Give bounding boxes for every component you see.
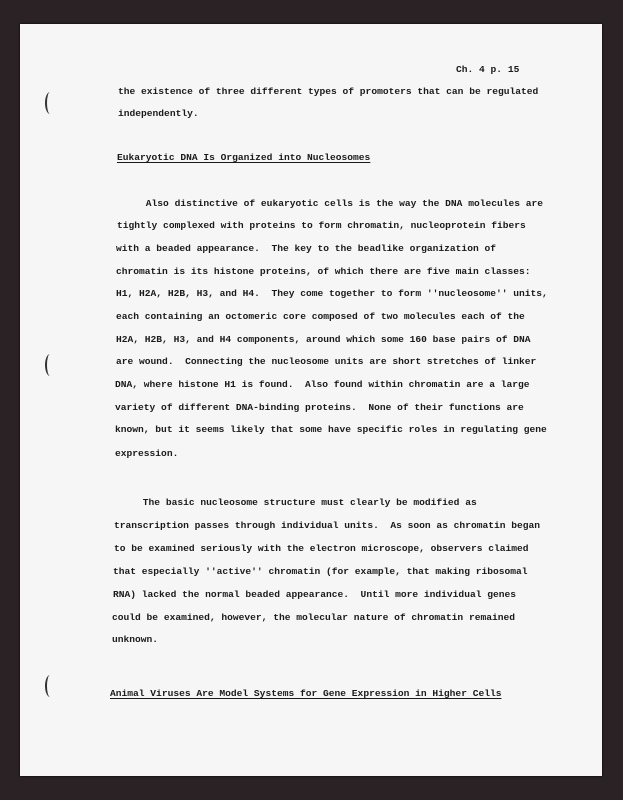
text-line: are wound. Connecting the nucleosome units are short stretches of linker [116,356,537,367]
page-number: Ch. 4 p. 15 [456,64,520,75]
text-line: Also distinctive of eukaryotic cells is the way the DNA molecules are [117,198,544,209]
punch-hole-mark [45,354,55,376]
text-line: H2A, H2B, H3, and H4 components, around which some 160 base pairs of DNA [116,334,531,345]
text-line: with a beaded appearance. The key to the beadlike organization of [116,243,496,254]
text-line: could be examined, however, the molecular nature of chromatin remained [112,612,516,623]
text-line: the existence of three different types of promoters that can be regulated [118,86,539,97]
text-line: variety of different DNA-binding proteins. None of their functions are [115,402,524,413]
text-line: RNA) lacked the normal beaded appearance. Until more individual genes [113,589,517,600]
text-line: expression. [115,448,179,459]
document-page [20,24,602,776]
text-line: transcription passes through individual units. As soon as chromatin began [114,520,541,531]
text-line: independently. [118,108,199,119]
text-line: The basic nucleosome structure must clearly be modified as [114,497,477,508]
text-line: that especially ''active'' chromatin (for example, that making ribosomal [113,566,528,577]
text-line: each containing an octomeric core composed of two molecules each of the [116,311,525,322]
punch-hole-mark [45,92,55,114]
text-line: known, but it seems likely that some have specific roles in regulating gene [115,424,547,435]
section-heading: Eukaryotic DNA Is Organized into Nucleosomes [117,152,371,163]
text-line: H1, H2A, H2B, H3, and H4. They come together to form ''nucleosome'' units, [116,288,548,299]
text-line: unknown. [112,634,159,645]
text-line: tightly complexed with proteins to form chromatin, nucleoprotein fibers [117,220,526,231]
section-heading: Animal Viruses Are Model Systems for Gene Expression in Higher Cells [110,688,502,699]
punch-hole-mark [45,675,55,697]
text-line: chromatin is its histone proteins, of which there are five main classes: [116,266,531,277]
text-line: DNA, where histone H1 is found. Also found within chromatin are a large [115,379,530,390]
text-line: to be examined seriously with the electron microscope, observers claimed [114,543,529,554]
